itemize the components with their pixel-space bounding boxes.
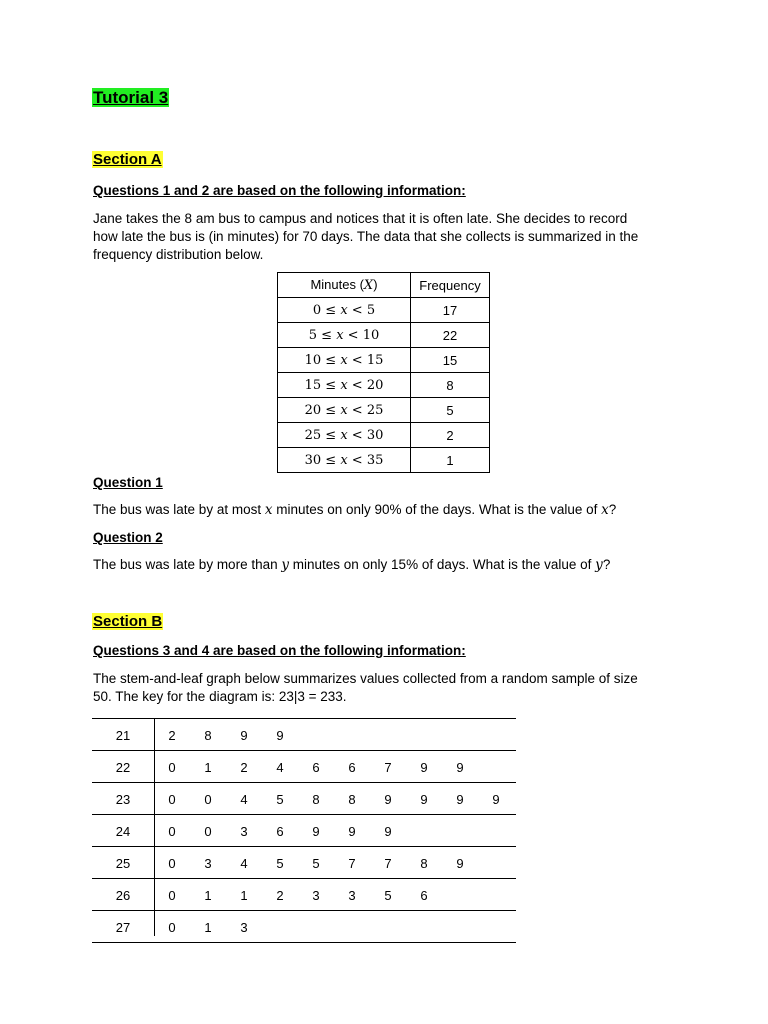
leaf: 8: [312, 792, 320, 807]
leaf: 7: [384, 760, 392, 775]
interval-cell: 15 ≤ x < 20: [278, 373, 411, 398]
leaf: 9: [420, 792, 428, 807]
table-row: [278, 373, 490, 398]
section-a-intro: [93, 210, 693, 264]
leaf: 0: [168, 920, 176, 935]
leaf: 6: [348, 760, 356, 775]
tutorial-title: Tutorial 3: [93, 88, 169, 107]
leaf: 5: [276, 792, 284, 807]
section-b-info-heading: Questions 3 and 4 are based on the following information:: [93, 643, 466, 658]
section-a-heading: Section A: [93, 151, 162, 168]
intro-line: The stem-and-leaf graph below summarizes values collected from a random sample of size: [93, 671, 638, 686]
table-row: [278, 323, 490, 348]
leaf: 4: [276, 760, 284, 775]
leaf: 5: [312, 856, 320, 871]
question-1-text: The bus was late by at most x minutes on only 90% of the days. What is the value of x?: [93, 502, 617, 518]
stem-row: [92, 751, 516, 783]
leaf: 5: [384, 888, 392, 903]
frequency-cell: 15: [411, 348, 490, 373]
stem-row: [92, 815, 516, 847]
leaf: 3: [240, 824, 248, 839]
leaf-list: [154, 728, 298, 743]
interval-cell: 0 ≤ x < 5: [278, 298, 411, 323]
leaf-list: [154, 920, 262, 935]
leaf: 7: [348, 856, 356, 871]
leaf: 9: [384, 792, 392, 807]
frequency-table: [277, 272, 490, 473]
leaf: 9: [456, 792, 464, 807]
table-row: [278, 398, 490, 423]
interval-cell: 20 ≤ x < 25: [278, 398, 411, 423]
leaf: 8: [420, 856, 428, 871]
leaf: 1: [204, 888, 212, 903]
leaf: 0: [204, 824, 212, 839]
leaf: 3: [240, 920, 248, 935]
frequency-cell: 5: [411, 398, 490, 423]
stem-row: [92, 719, 516, 751]
frequency-header: Frequency: [411, 273, 490, 298]
leaf: 9: [348, 824, 356, 839]
frequency-cell: 22: [411, 323, 490, 348]
leaf: 3: [204, 856, 212, 871]
table-row: [278, 348, 490, 373]
table-row: [278, 423, 490, 448]
leaf: 9: [312, 824, 320, 839]
leaf: 3: [312, 888, 320, 903]
leaf: 9: [276, 728, 284, 743]
stem-value: 25: [115, 856, 131, 871]
question-2-text: The bus was late by more than y minutes on only 15% of days. What is the value of y?: [93, 557, 611, 573]
stem-row: [92, 847, 516, 879]
question-1-heading: Question 1: [93, 475, 163, 490]
interval-cell: 30 ≤ x < 35: [278, 448, 411, 473]
leaf: 5: [276, 856, 284, 871]
leaf-list: [154, 888, 442, 903]
intro-line: how late the bus is (in minutes) for 70 days. The data that she collects is summarized in the: [93, 229, 639, 244]
intro-line: Jane takes the 8 am bus to campus and notices that it is often late. She decides to record: [93, 211, 628, 226]
leaf: 0: [168, 824, 176, 839]
frequency-cell: 8: [411, 373, 490, 398]
leaf: 8: [348, 792, 356, 807]
leaf: 8: [204, 728, 212, 743]
leaf-list: [154, 856, 478, 871]
frequency-cell: 17: [411, 298, 490, 323]
minutes-header: Minutes (X): [278, 273, 411, 298]
leaf: 9: [456, 760, 464, 775]
stem-value: 21: [115, 728, 131, 743]
leaf: 0: [168, 792, 176, 807]
leaf: 2: [240, 760, 248, 775]
section-b-heading: Section B: [93, 613, 163, 630]
leaf: 6: [276, 824, 284, 839]
frequency-cell: 2: [411, 423, 490, 448]
stem-row: [92, 783, 516, 815]
intro-line: 50. The key for the diagram is: 23|3 = 233.: [93, 689, 347, 704]
stem-value: 22: [115, 760, 131, 775]
leaf: 9: [384, 824, 392, 839]
question-2-heading: Question 2: [93, 530, 163, 545]
stem-row: [92, 911, 516, 943]
leaf: 9: [492, 792, 500, 807]
section-a-info-heading: Questions 1 and 2 are based on the following information:: [93, 183, 466, 198]
leaf: 4: [240, 856, 248, 871]
leaf: 4: [240, 792, 248, 807]
leaf: 1: [204, 760, 212, 775]
stem-row: [92, 879, 516, 911]
stem-value: 23: [115, 792, 131, 807]
leaf-list: [154, 792, 514, 807]
frequency-cell: 1: [411, 448, 490, 473]
table-header-row: [278, 273, 490, 298]
table-row: [278, 448, 490, 473]
leaf: 9: [456, 856, 464, 871]
leaf: 9: [240, 728, 248, 743]
section-b-intro: [93, 670, 693, 706]
interval-cell: 5 ≤ x < 10: [278, 323, 411, 348]
leaf: 9: [420, 760, 428, 775]
leaf: 6: [312, 760, 320, 775]
stem-and-leaf-diagram: [92, 718, 516, 943]
leaf-list: [154, 824, 406, 839]
stem-value: 24: [115, 824, 131, 839]
table-row: [278, 298, 490, 323]
leaf-list: [154, 760, 478, 775]
leaf: 6: [420, 888, 428, 903]
stem-value: 27: [115, 920, 131, 935]
leaf: 0: [204, 792, 212, 807]
leaf: 7: [384, 856, 392, 871]
leaf: 1: [204, 920, 212, 935]
leaf: 1: [240, 888, 248, 903]
leaf: 0: [168, 760, 176, 775]
leaf: 2: [276, 888, 284, 903]
leaf: 2: [168, 728, 176, 743]
leaf: 3: [348, 888, 356, 903]
interval-cell: 10 ≤ x < 15: [278, 348, 411, 373]
leaf: 0: [168, 856, 176, 871]
leaf: 0: [168, 888, 176, 903]
intro-line: frequency distribution below.: [93, 247, 264, 262]
stem-value: 26: [115, 888, 131, 903]
interval-cell: 25 ≤ x < 30: [278, 423, 411, 448]
